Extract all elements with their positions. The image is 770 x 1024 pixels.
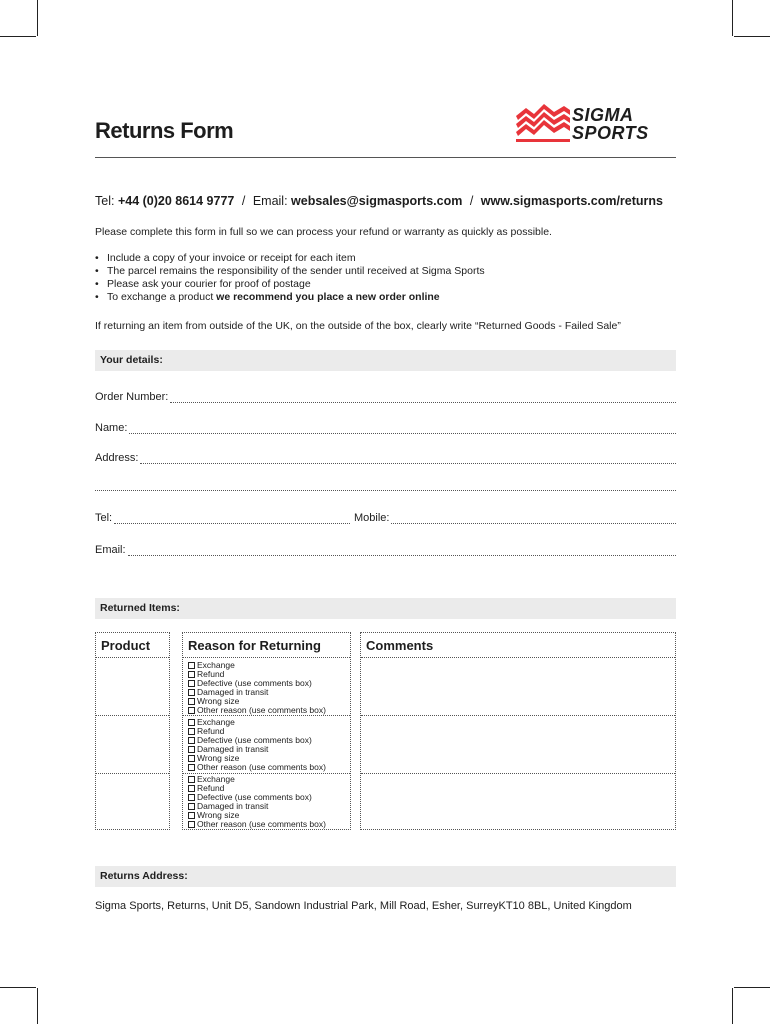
checkbox[interactable]: [188, 803, 195, 810]
reason-option[interactable]: Refund: [188, 784, 326, 793]
tel-field[interactable]: Tel:: [95, 512, 350, 524]
checkbox[interactable]: [188, 680, 195, 687]
checkbox[interactable]: [188, 821, 195, 828]
checkbox[interactable]: [188, 671, 195, 678]
list-item: • Include a copy of your invoice or receipt for each item: [95, 252, 485, 265]
reason-option[interactable]: Exchange: [188, 775, 326, 784]
order-number-field[interactable]: Order Number:: [95, 391, 676, 403]
crop-mark: [0, 987, 36, 988]
reason-options-row3: [188, 775, 326, 829]
checkbox[interactable]: [188, 737, 195, 744]
reason-option[interactable]: Refund: [188, 727, 326, 736]
checkbox[interactable]: [188, 794, 195, 801]
reason-option[interactable]: Damaged in transit: [188, 802, 326, 811]
returned-items-table: [95, 632, 676, 830]
separator: /: [469, 194, 474, 208]
checkbox[interactable]: [188, 746, 195, 753]
checkbox[interactable]: [188, 719, 195, 726]
checkbox[interactable]: [188, 689, 195, 696]
comments-column[interactable]: [360, 632, 676, 830]
reason-options-row2: [188, 718, 326, 772]
name-field[interactable]: Name:: [95, 422, 676, 434]
sigma-sports-logo: [514, 102, 678, 144]
tel-label: Tel:: [95, 194, 115, 208]
crop-mark: [0, 36, 36, 37]
comments-column-header: Comments: [366, 638, 434, 653]
outside-uk-note: If returning an item from outside of the UK, on the outside of the box, clearly write “Returned Goods - Failed Sale”: [95, 320, 621, 332]
email-link[interactable]: websales@sigmasports.com: [291, 194, 463, 208]
logo-word-sports: SPORTS: [572, 123, 649, 143]
address-field[interactable]: Address:: [95, 452, 676, 464]
checkbox[interactable]: [188, 755, 195, 762]
checkbox[interactable]: [188, 728, 195, 735]
your-details-header: Your details:: [95, 350, 676, 371]
reason-option[interactable]: Exchange: [188, 661, 326, 670]
logo-word-sigma: SIGMA: [572, 105, 634, 125]
reason-option[interactable]: Other reason (use comments box): [188, 820, 326, 829]
checkbox[interactable]: [188, 785, 195, 792]
crop-mark: [732, 0, 733, 36]
reason-option[interactable]: Exchange: [188, 718, 326, 727]
returns-address-header: Returns Address:: [95, 866, 676, 887]
reason-option[interactable]: Damaged in transit: [188, 688, 326, 697]
tel-value[interactable]: +44 (0)20 8614 9777: [117, 194, 235, 208]
returns-web-link[interactable]: www.sigmasports.com/returns: [480, 194, 664, 208]
checkbox[interactable]: [188, 776, 195, 783]
checkbox[interactable]: [188, 707, 195, 714]
address-field-line2[interactable]: [95, 482, 676, 491]
mountain-logo-icon: [514, 102, 572, 144]
checkbox[interactable]: [188, 662, 195, 669]
crop-mark: [734, 36, 770, 37]
separator: /: [241, 194, 246, 208]
reason-option[interactable]: Other reason (use comments box): [188, 763, 326, 772]
crop-mark: [734, 987, 770, 988]
list-item: • Please ask your courier for proof of postage: [95, 278, 485, 291]
reason-option[interactable]: Refund: [188, 670, 326, 679]
checkbox[interactable]: [188, 764, 195, 771]
reason-option[interactable]: Defective (use comments box): [188, 736, 326, 745]
email-field[interactable]: Email:: [95, 544, 676, 556]
divider: [95, 157, 676, 158]
reason-option[interactable]: Wrong size: [188, 811, 326, 820]
mobile-field[interactable]: Mobile:: [354, 512, 676, 524]
list-item: • The parcel remains the responsibility of the sender until received at Sigma Sports: [95, 265, 485, 278]
crop-mark: [37, 0, 38, 36]
reason-option[interactable]: Wrong size: [188, 697, 326, 706]
returns-address-text: Sigma Sports, Returns, Unit D5, Sandown Industrial Park, Mill Road, Esher, SurreyKT10 8BL, United Kingdom: [95, 900, 632, 912]
reason-option[interactable]: Defective (use comments box): [188, 793, 326, 802]
checkbox[interactable]: [188, 698, 195, 705]
instructions-list: [95, 252, 485, 304]
reason-options-row1: [188, 661, 326, 715]
email-label: Email:: [252, 194, 288, 208]
reason-option[interactable]: Other reason (use comments box): [188, 706, 326, 715]
contact-line: [95, 194, 663, 208]
returned-items-header: Returned Items:: [95, 598, 676, 619]
product-column-header: Product: [101, 638, 151, 653]
checkbox[interactable]: [188, 812, 195, 819]
page-title: Returns Form: [95, 118, 234, 143]
crop-mark: [37, 988, 38, 1024]
reason-option[interactable]: Damaged in transit: [188, 745, 326, 754]
reason-column: [182, 632, 351, 830]
crop-mark: [732, 988, 733, 1024]
reason-option[interactable]: Wrong size: [188, 754, 326, 763]
product-column: [95, 632, 170, 830]
reason-option[interactable]: Defective (use comments box): [188, 679, 326, 688]
new-order-link[interactable]: we recommend you place a new order online: [216, 291, 440, 303]
reason-column-header: Reason for Returning: [188, 638, 321, 653]
list-item: • To exchange a product we recommend you place a new order online: [95, 291, 485, 304]
intro-text: Please complete this form in full so we can process your refund or warranty as quickly as possible.: [95, 226, 552, 238]
